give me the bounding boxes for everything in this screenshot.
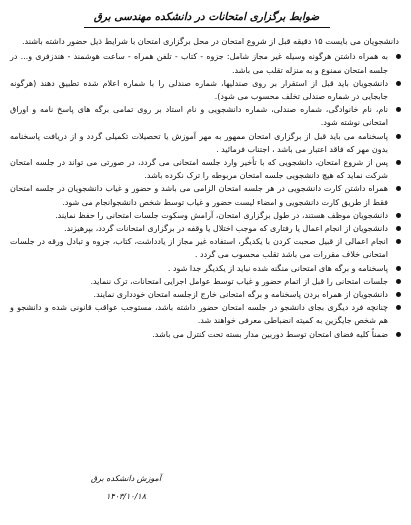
bullet-icon	[396, 279, 401, 284]
rule-text: چنانچه فرد دیگری بجای دانشجو در جلسه امتحان حضور داشته باشد، مستوجب عواقب قانونی شده و دانشجو و هم شخص جایگزین به کمیته انضباطی معرفی خواهند شد.	[10, 303, 388, 326]
rules-list	[10, 50, 403, 340]
bullet-icon	[396, 266, 401, 271]
signature-block	[66, 473, 186, 503]
rule-text: انجام اعمالی از قبیل صحبت کردن با یکدیگر، استفاده غیر مجاز از یادداشت، کتاب، جزوه و تبادل ورقه در جلسات امتحانی خلاف مقررات می باشد تقلب محسوب می گردد .	[10, 237, 388, 260]
rule-text: دانشجویان از همراه بردن پاسخنامه و برگه امتحانی خارج ازجلسه امتحان خودداری نمایند.	[93, 290, 388, 300]
document-title: ضوابط برگزاری امتحانات در دانشکده مهندسی برق	[93, 11, 320, 23]
signature-office: آموزش دانشکده برق	[90, 474, 162, 483]
rule-item	[10, 77, 403, 103]
bullet-icon	[396, 186, 401, 191]
intro-paragraph: دانشجویان می بایست ۱۵ دقیقه قبل از شروع امتحان در محل برگزاری امتحان با شرایط ذیل حضور داشته باشند.	[21, 36, 399, 46]
rule-item	[10, 209, 403, 222]
bullet-icon	[396, 332, 401, 337]
rule-item	[10, 182, 403, 208]
rule-text: به همراه داشتن هرگونه وسیله غیر مجاز شامل: جزوه - کتاب - تلفن همراه - ساعت هوشمند - هندزفری و... در جلسه امتحان ممنوع و به منزله تقلب می باشد.	[10, 52, 388, 75]
rule-item	[10, 262, 403, 275]
bullet-icon	[396, 54, 401, 59]
rule-item	[10, 222, 403, 235]
bullet-icon	[396, 226, 401, 231]
rule-text: پاسخنامه و برگه های امتحانی منگنه شده نباید از یکدیگر جدا شود .	[167, 263, 388, 273]
bullet-icon	[396, 134, 401, 139]
rule-text: دانشجویان باید قبل از استقرار بر روی صندلیها، شماره صندلی را با شماره اعلام شده تطبیق دهند (هرگونه جابجایی در شماره صندلی تخلف محسوب می شود).	[10, 78, 388, 102]
rule-item	[10, 328, 403, 341]
bullet-icon	[396, 239, 401, 244]
rule-item	[10, 156, 403, 182]
rule-item	[10, 301, 403, 327]
rule-text: پاسخنامه می باید قبل از برگزاری امتحان ممهور به مهر آموزش یا تحصیلات تکمیلی گردد و از دریافت پاسخنامه بدون مهر که فاقد اعتبار می باشد ، اجتناب فرمائید .	[10, 131, 388, 154]
bullet-icon	[396, 305, 401, 310]
bullet-icon	[396, 292, 401, 297]
bullet-icon	[396, 81, 401, 86]
rule-text: دانشجویان موظف هستند، در طول برگزاری امتحان، آرامش وسکوت جلسات امتحانی را حفظ نمایند.	[55, 210, 388, 220]
bullet-icon	[396, 160, 401, 165]
rule-item	[10, 275, 403, 288]
rule-item	[10, 288, 403, 301]
rule-text: پس از شروع امتحان، دانشجویی که با تأخیر وارد جلسه امتحانی می گردد، در صورتی می تواند در جلسه امتحان شرکت نماید که هیچ دانشجویی جلسه امتحان مربوطه را ترک نکرده باشد.	[10, 158, 388, 181]
rule-text: نام، نام خانوادگی، شماره صندلی، شماره دانشجویی و نام استاد بر روی تمامی برگه های پاسخ نامه و اوراق امتحانی نوشته شود.	[10, 105, 388, 128]
bullet-icon	[396, 213, 401, 218]
title-underline	[84, 27, 330, 28]
bullet-icon	[396, 107, 401, 112]
rule-item	[10, 50, 403, 76]
rule-text: همراه داشتن کارت دانشجویی در هر جلسه امتحان الزامی می باشد و حضور و غیاب دانشجویان در جلسه امتحان فقط از طریق کارت دانشجویی و امضاء لیست حضور و غیاب توسط شخص دانشجوانجام می شود.	[10, 184, 388, 207]
rule-item	[10, 103, 403, 129]
rule-item	[10, 235, 403, 261]
signature-date: ۱۴۰۳/۱۰/۱۸	[106, 492, 146, 501]
rule-text: جلسات امتحانی را قبل از اتمام حضور و غیاب توسط عوامل اجرایی امتحانات، ترک ننماید.	[90, 276, 388, 286]
rule-text: دانشجویان از انجام اعمال یا رفتاری که موجب اختلال یا وقفه در برگزاری امتحانات گردد، بپرهیزند.	[64, 224, 388, 234]
rule-item	[10, 130, 403, 156]
rule-text: ضمناً کلیه فضای امتحان توسط دوربین مدار بسته تحت کنترل می باشد.	[152, 329, 388, 339]
